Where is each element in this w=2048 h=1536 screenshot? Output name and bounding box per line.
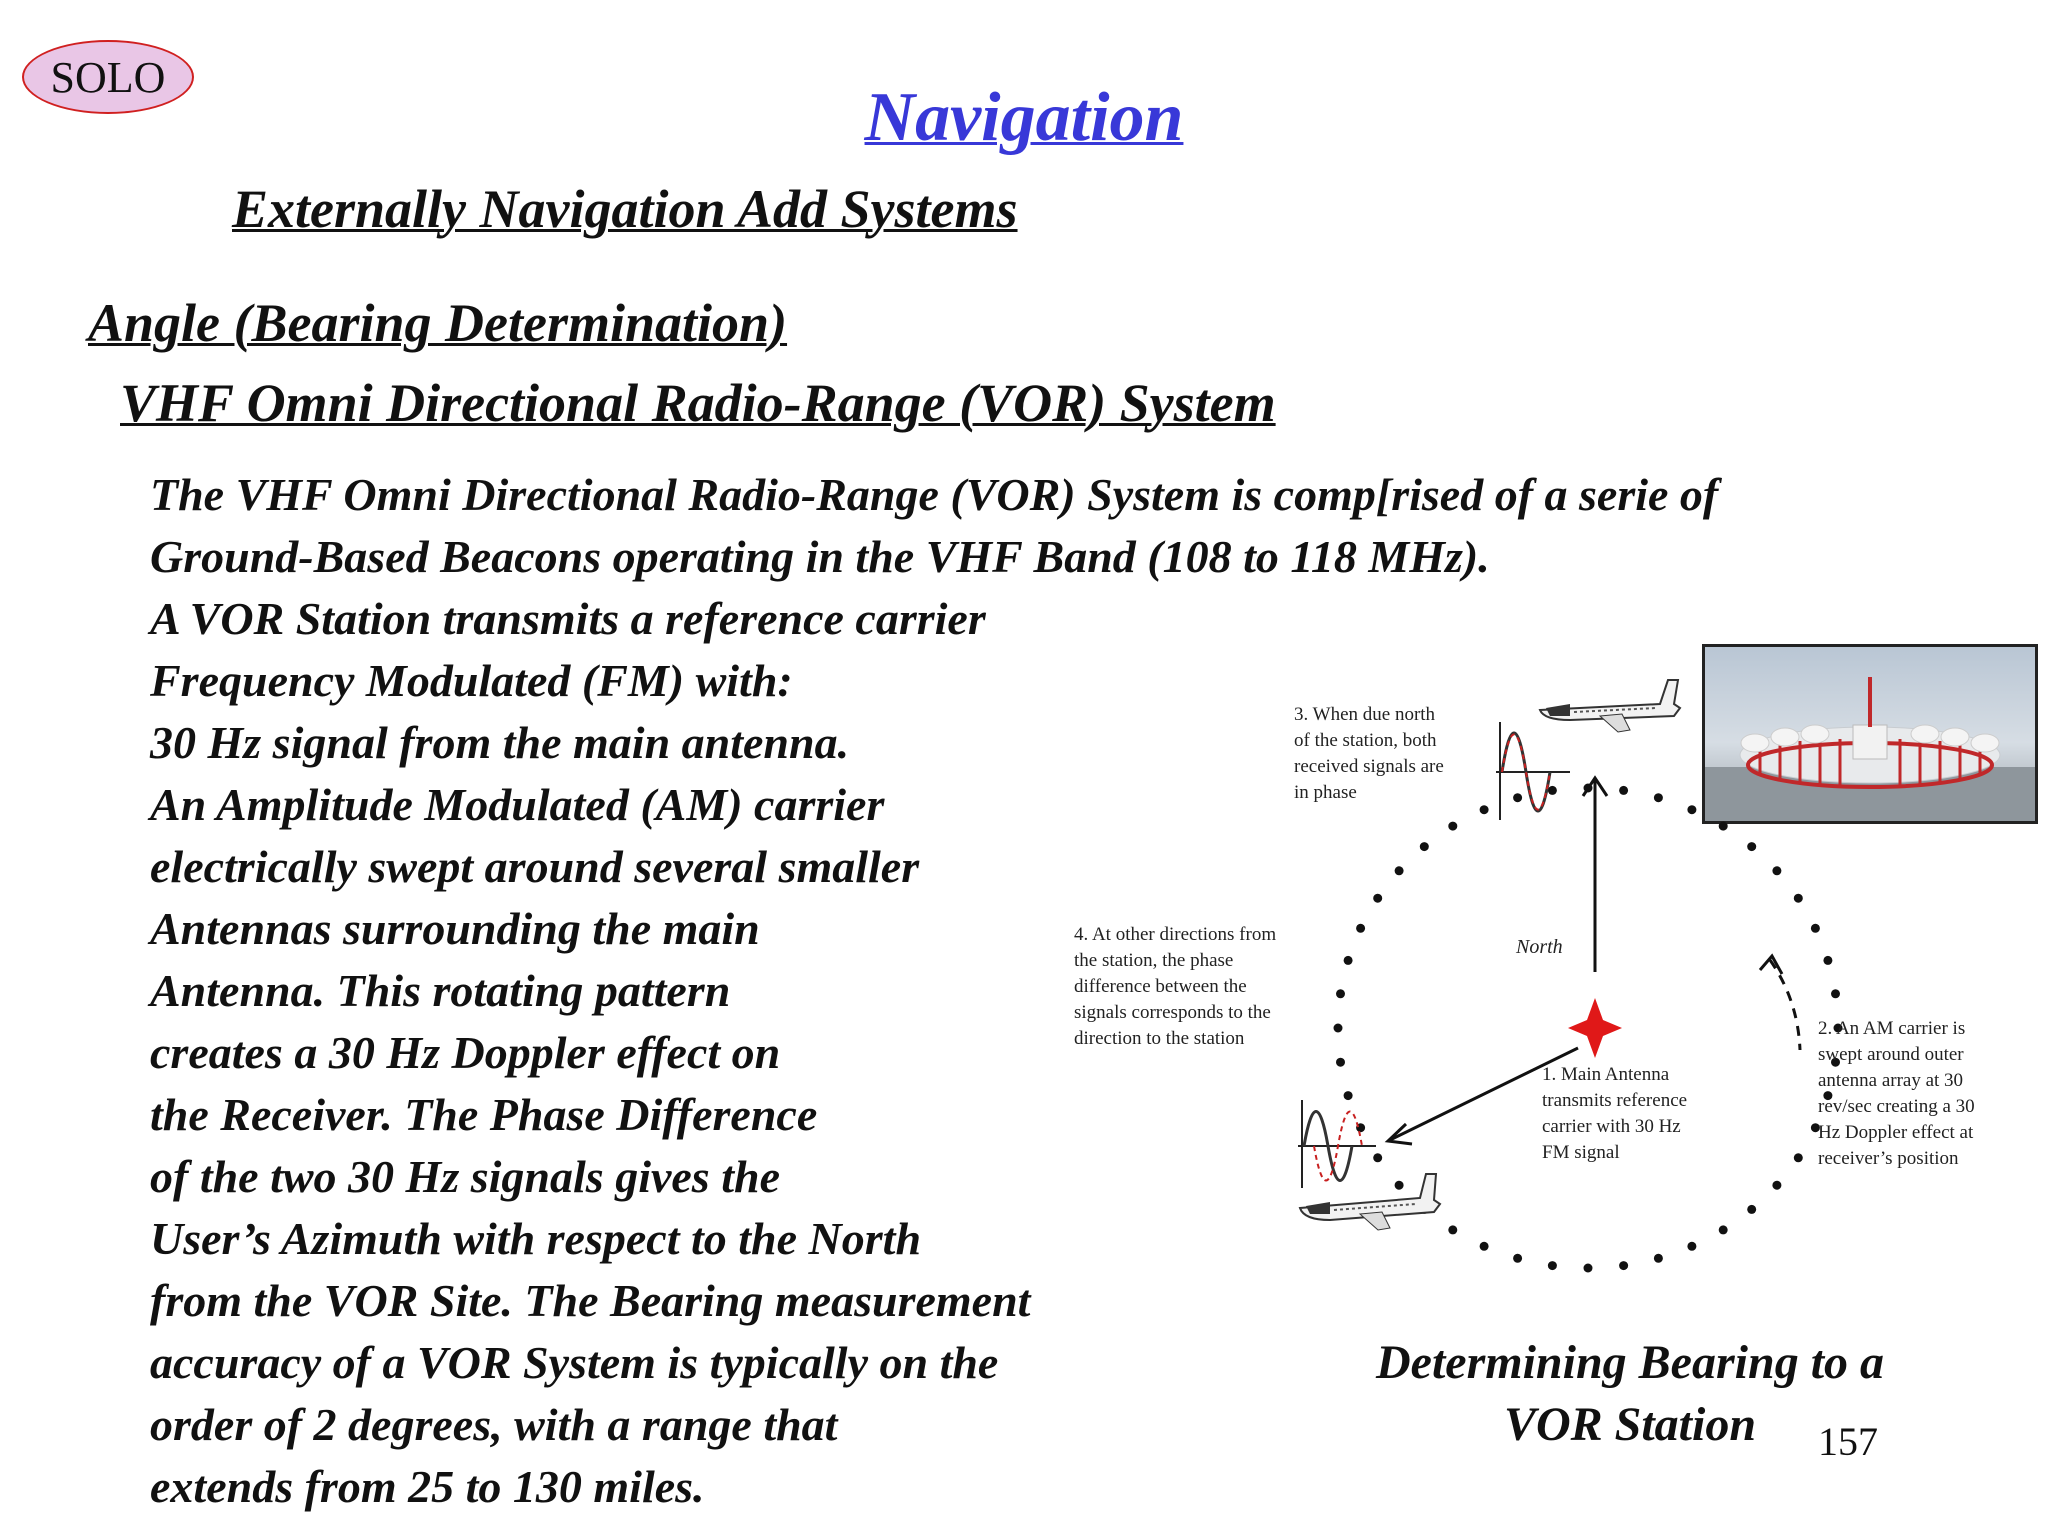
logo-text: SOLO bbox=[50, 52, 166, 102]
subsection-heading: VHF Omni Directional Radio-Range (VOR) System bbox=[120, 373, 1276, 433]
ring-dot bbox=[1344, 1091, 1353, 1100]
paragraph-line: Antenna. This rotating pattern bbox=[150, 965, 731, 1016]
ring-dot bbox=[1811, 924, 1820, 933]
ring-dot bbox=[1619, 1261, 1628, 1270]
page-number: 157 bbox=[1818, 1419, 1878, 1464]
paragraph-line: accuracy of a VOR System is typically on the bbox=[150, 1337, 999, 1388]
ring-dot bbox=[1448, 822, 1457, 831]
intro-paragraph bbox=[150, 464, 1718, 588]
ring-dot bbox=[1480, 805, 1489, 814]
ring-dot bbox=[1794, 1153, 1803, 1162]
paragraph-line: from the VOR Site. The Bearing measurement bbox=[150, 1275, 1031, 1326]
airplane-offset-icon bbox=[1300, 1174, 1440, 1230]
note-phase-difference: 4. At other directions from the station, the phase difference between the signals corresponds to the direction to the station bbox=[1074, 924, 1277, 1049]
ring-dot bbox=[1480, 1242, 1489, 1251]
ring-dot bbox=[1548, 786, 1557, 795]
ring-dot bbox=[1584, 1264, 1593, 1273]
ring-dot bbox=[1334, 1024, 1343, 1033]
ring-dot bbox=[1513, 1254, 1522, 1263]
paragraph-line: extends from 25 to 130 miles. bbox=[150, 1461, 705, 1512]
body-paragraph bbox=[150, 588, 1030, 1518]
ring-dot bbox=[1548, 1261, 1557, 1270]
paragraph-line: order of 2 degrees, with a range that bbox=[150, 1399, 838, 1450]
rotation-arrowhead bbox=[1760, 956, 1782, 974]
note-in-phase: 3. When due north of the station, both received signals are in phase bbox=[1294, 704, 1444, 803]
ring-dot bbox=[1513, 793, 1522, 802]
paragraph-line: Ground-Based Beacons operating in the VHF Band (108 to 118 MHz). bbox=[150, 531, 1490, 582]
sine-wave-offset bbox=[1298, 1100, 1376, 1188]
ring-dot bbox=[1344, 956, 1353, 965]
section-heading: Angle (Bearing Determination) bbox=[88, 293, 788, 353]
paragraph-line: 30 Hz signal from the main antenna. bbox=[150, 717, 850, 768]
ring-dot bbox=[1831, 989, 1840, 998]
paragraph-line: Antennas surrounding the main bbox=[150, 903, 760, 954]
ring-dot bbox=[1794, 894, 1803, 903]
ring-dot bbox=[1448, 1225, 1457, 1234]
paragraph-line: User’s Azimuth with respect to the North bbox=[150, 1213, 922, 1264]
airplane-north-icon bbox=[1540, 680, 1680, 732]
figure-caption: Determining Bearing to a VOR Station bbox=[1375, 1336, 1885, 1451]
ring-dot bbox=[1719, 822, 1728, 831]
paragraph-line: The VHF Omni Directional Radio-Range (VOR) System is comp[rised of a serie of bbox=[150, 469, 1719, 520]
north-label: North bbox=[1516, 936, 1563, 958]
ring-dot bbox=[1823, 956, 1832, 965]
note-am-carrier: 2. An AM carrier is swept around outer antenna array at 30 rev/sec creating a 30 Hz Doppler effect at receiver’s position bbox=[1818, 1018, 1975, 1169]
ring-dot bbox=[1719, 1225, 1728, 1234]
ring-dot bbox=[1395, 1181, 1404, 1190]
paragraph-line: electrically swept around several smaller bbox=[150, 841, 920, 892]
page-title: Navigation bbox=[864, 79, 1184, 156]
sine-wave-north bbox=[1496, 722, 1570, 820]
ring-dot bbox=[1619, 786, 1628, 795]
ring-dot bbox=[1373, 1153, 1382, 1162]
ring-dot bbox=[1654, 793, 1663, 802]
ring-dot bbox=[1395, 866, 1404, 875]
ring-dot bbox=[1687, 805, 1696, 814]
ring-dot bbox=[1420, 842, 1429, 851]
ring-dot bbox=[1772, 866, 1781, 875]
ring-dot bbox=[1654, 1254, 1663, 1263]
ring-dot bbox=[1336, 989, 1345, 998]
paragraph-line: An Amplitude Modulated (AM) carrier bbox=[150, 779, 885, 830]
ring-dot bbox=[1356, 924, 1365, 933]
subtitle: Externally Navigation Add Systems bbox=[232, 179, 1018, 239]
paragraph-line: of the two 30 Hz signals gives the bbox=[150, 1151, 780, 1202]
ring-dot bbox=[1336, 1058, 1345, 1067]
paragraph-line: Frequency Modulated (FM) with: bbox=[150, 655, 793, 706]
ring-dot bbox=[1687, 1242, 1696, 1251]
rotation-arrow bbox=[1770, 960, 1800, 1050]
ring-dot bbox=[1772, 1181, 1781, 1190]
ring-dot bbox=[1747, 842, 1756, 851]
vor-diagram bbox=[1070, 660, 2046, 1340]
paragraph-line: creates a 30 Hz Doppler effect on bbox=[150, 1027, 781, 1078]
ring-dot bbox=[1373, 894, 1382, 903]
paragraph-line: A VOR Station transmits a reference carrier bbox=[150, 593, 986, 644]
note-main-antenna: 1. Main Antenna transmits reference carrier with 30 Hz FM signal bbox=[1542, 1064, 1688, 1163]
paragraph-line: the Receiver. The Phase Difference bbox=[150, 1089, 818, 1140]
ring-dot bbox=[1747, 1205, 1756, 1214]
